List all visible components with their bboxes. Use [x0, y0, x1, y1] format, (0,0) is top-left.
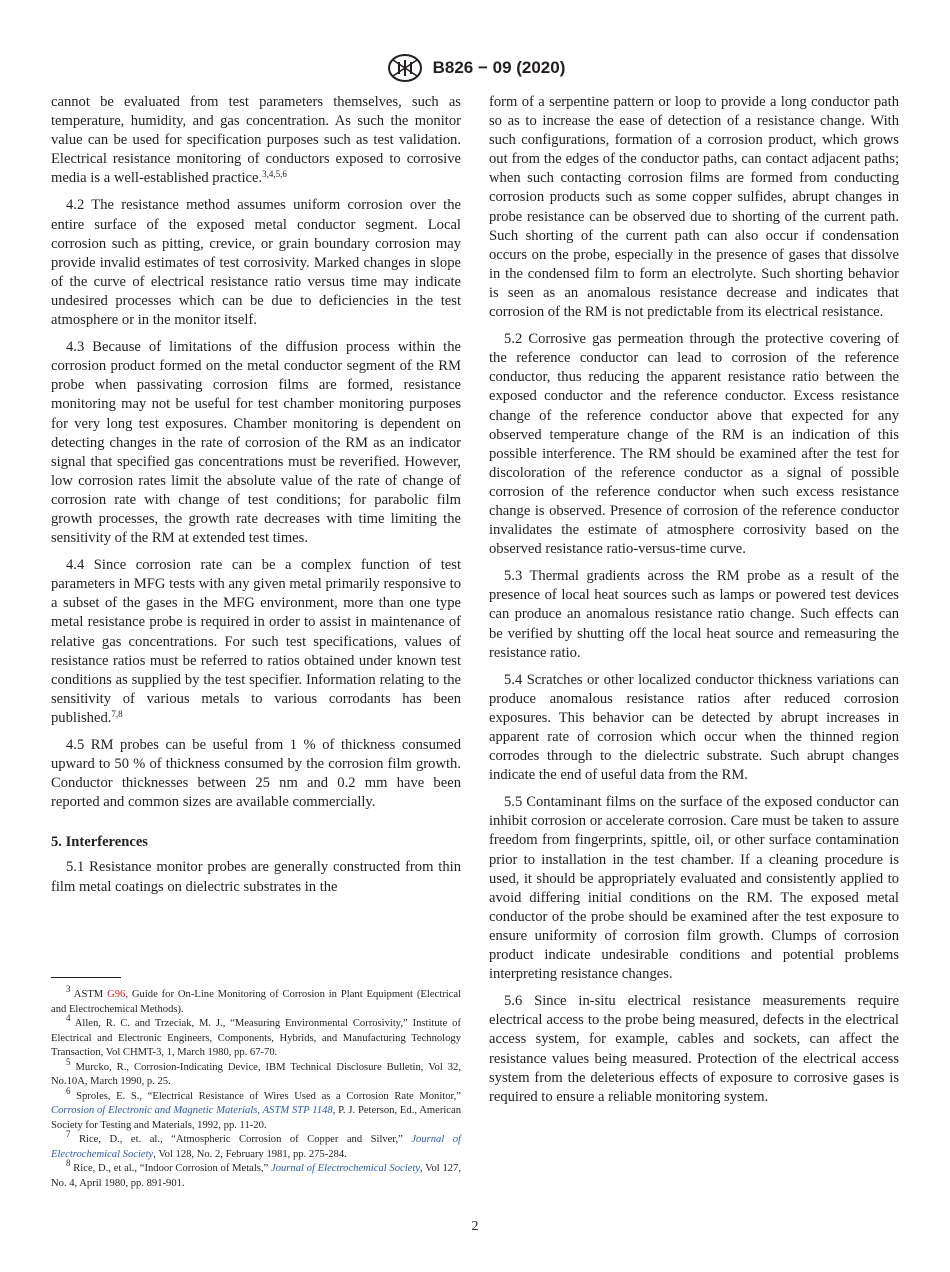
footnote-link[interactable]: Corrosion of Electronic and Magnetic Materials, ASTM STP 1148 — [51, 1105, 333, 1116]
document-title: B826 − 09 (2020) — [432, 58, 566, 77]
paragraph-4-1-continued: cannot be evaluated from test parameters themselves, such as temperature, humidity, and gas concentration. As such the monitor value can be used for specification purposes such as test validation. Electrical resistance monitoring of conductors exposed to corrosive media is a well-established practice.$^{3,4,5,6}$ — [51, 94, 461, 187]
astm-logo-icon — [385, 52, 425, 84]
section-heading: 5. Interferences — [51, 834, 148, 851]
footnote-5: $^5$ Murcko, R., Corrosion-Indicating Device, IBM Technical Disclosure Bulletin, Vol 32, No.10A, March 1990, p. 25. — [51, 1056, 461, 1087]
page-header — [0, 52, 950, 84]
paragraph-4-5: 4.5 RM probes can be useful from 1 % of thickness consumed upward to 50 % of thickness consumed by the corrosion film growth. Conductor thicknesses between 25 nm and 0.2 mm have been reported and common sizes are available commercially. — [51, 737, 461, 811]
footnote-ref: 3,4,5,6 — [262, 169, 287, 180]
footnote-ref: 7,8 — [111, 708, 123, 719]
footnote-3: $^3$ ASTM G96, Guide for On-Line Monitoring of Corrosion in Plant Equipment (Electrical and Electrochemical Methods). — [51, 984, 461, 1015]
paragraph-5-5: 5.5 Contaminant films on the surface of the exposed conductor can inhibit corrosion or accelerate corrosion. Care must be taken to assure freedom from fingerprints, spittle, oil, or other surface contamination prior to installation in the test chamber. If a cleaning procedure is used, it should be appropriately evaluated and consistently applied to avoid differing initial conditions on the RM. The exposed metal conductor of the probe should be examined after the test exposure to ensure uniformity of corrosion film growth. Clumps of corrosion product indicate undesirable conditions and potential problems interpreting resistance changes. — [489, 794, 899, 983]
page-number: 2 — [471, 1219, 479, 1234]
footnote-link[interactable]: G96 — [107, 989, 126, 1000]
left-column — [51, 93, 461, 905]
footnotes — [51, 984, 461, 1191]
footnote-7: $^7$ Rice, D., et. al., “Atmospheric Corrosion of Copper and Silver,” Journal of Electrochemical Society, Vol 128, No. 2, February 1981, pp. 275-284. — [51, 1129, 461, 1160]
paragraph-5-4: 5.4 Scratches or other localized conductor thickness variations can produce anomalous resistance ratios after reduced corrosion exposures. This behavior can be detected by abrupt increases in apparent rate of corrosion which occur when the thinned region corrodes through to the dielectric substrate. Such abrupt changes indicate the end of useful data from the RM. — [489, 671, 899, 784]
right-column — [489, 93, 899, 1115]
paragraph-5-1-continued: form of a serpentine pattern or loop to provide a long conductor path so as to increase the ease of detection of a resistance change. With such configurations, formation of a corrosion product, which grows out from the edges of the conductor paths, can contact adjacent paths; when such contacting corrosion films are formed from conducting corrosion products such as some copper sulfides, abrupt changes in probe resistance can be observed due to shorting of the current path. Such shorting of the current path can also occur if condensation occurs on the probe, especially in the presence of gases that dissolve in the condensed film to form an electrolyte. Such shorting behavior is seen as an anomalous resistance decrease and indicates that corrosion of the RM is not predictable from its electrical resistance. — [489, 94, 899, 321]
footnote-8: $^8$ Rice, D., et al., “Indoor Corrosion of Metals,” Journal of Electrochemical Society, Vol 127, No. 4, April 1980, pp. 891-901. — [51, 1158, 461, 1189]
footnote-4: $^4$ Allen, R. C. and Trzeciak, M. J., “Measuring Environmental Corrosivity,” Institute of Electrical and Electronic Engineers, Components, Hybrids, and Manufacturing Technology Transaction, Vol CHMT-3, 1, March 1980, pp. 67-70. — [51, 1013, 461, 1058]
paragraph-5-2: 5.2 Corrosive gas permeation through the protective covering of the reference conductor can lead to corrosion of the reference conductor, thus reducing the apparent resistance ratio between the exposed conductor and the reference conductor. Excess resistance change of the reference conductor above that expected for any observed temperature change of the RM is an indication of this possible interference. The RM should be examined after the test for discoloration of the reference conductor as a signal of possible corrosion of the reference conductor when such excess resistance change is observed. Presence of corrosion of the reference conductor invalidates the estimate of atmosphere corrosivity based on the observed resistance ratio-versus-time curve. — [489, 331, 899, 558]
footnote-divider — [51, 977, 121, 978]
paragraph-5-1: 5.1 Resistance monitor probes are generally constructed from thin film metal coatings on dielectric substrates in the — [51, 859, 461, 895]
footnote-link[interactable]: Journal of Electrochemical Society — [51, 1134, 461, 1160]
paragraph-4-2: 4.2 The resistance method assumes uniform corrosion over the entire surface of the exposed metal conductor segment. Local corrosion such as pitting, crevice, or grain boundary corrosion may provide invalid estimates of test corrosivity. Marked changes in slope of the curve of electrical resistance ratio versus time may indicate undesired processes which can be due to deficiencies in the test atmosphere or in the monitor itself. — [51, 197, 461, 329]
footnote-6: $^6$ Sproles, E. S., “Electrical Resistance of Wires Used as a Corrosion Rate Monitor,” Corrosion of Electronic and Magnetic Materials, ASTM STP 1148, P. J. Peterson, Ed., American Society for Testing and Materials, 1992, pp. 11-20. — [51, 1085, 461, 1131]
paragraph-4-4: 4.4 Since corrosion rate can be a complex function of test parameters in MFG tests with any given metal primarily responsive to a subset of the gases in the MFG environment, more than one type metal resistance probe is required in order to assist in maintenance of relative gas concentrations. For such test specifications, values of resistance ratios must be referred to ratios obtained under known test conditions as supplied by the test specifier. Information relating to the sensitivity of various metals to various corrodants has been published.$^{7,8}$ — [51, 557, 461, 726]
paragraph-5-6: 5.6 Since in-situ electrical resistance measurements require electrical access to the probe being measured, defects in the electrical access system, for example, cables and sockets, can affect the resistance values being measured. Protection of the electrical access system from the deleterious effects of exposure to corrosive gases is required to ensure a reliable monitoring system. — [489, 993, 899, 1105]
paragraph-5-3: 5.3 Thermal gradients across the RM probe as a result of the presence of local heat sources such as lamps or powered test devices can produce an anomalous resistance ratio change. Such effects can be verified by shutting off the local heat source and remeasuring the resistance ratio. — [489, 568, 899, 661]
footnote-link[interactable]: Journal of Electrochemical Society — [271, 1163, 420, 1174]
paragraph-4-3: 4.3 Because of limitations of the diffusion process within the corrosion product formed on the metal conductor segment of the RM probe when passivating corrosion films are formed, resistance monitoring may not be useful for test chamber monitoring purposes for very long test exposures. Chamber monitoring is dependent on detecting changes in the rate of corrosion of the RM as an indicator signal that specified gas concentrations must be reverified. However, low corrosion rates limit the absolute value of the rate of change of corrosion rate with change of test conditions; for parabolic film growth processes, the growth rate decreases with time limiting the sensitivity of the RM at extended test times. — [51, 339, 461, 547]
